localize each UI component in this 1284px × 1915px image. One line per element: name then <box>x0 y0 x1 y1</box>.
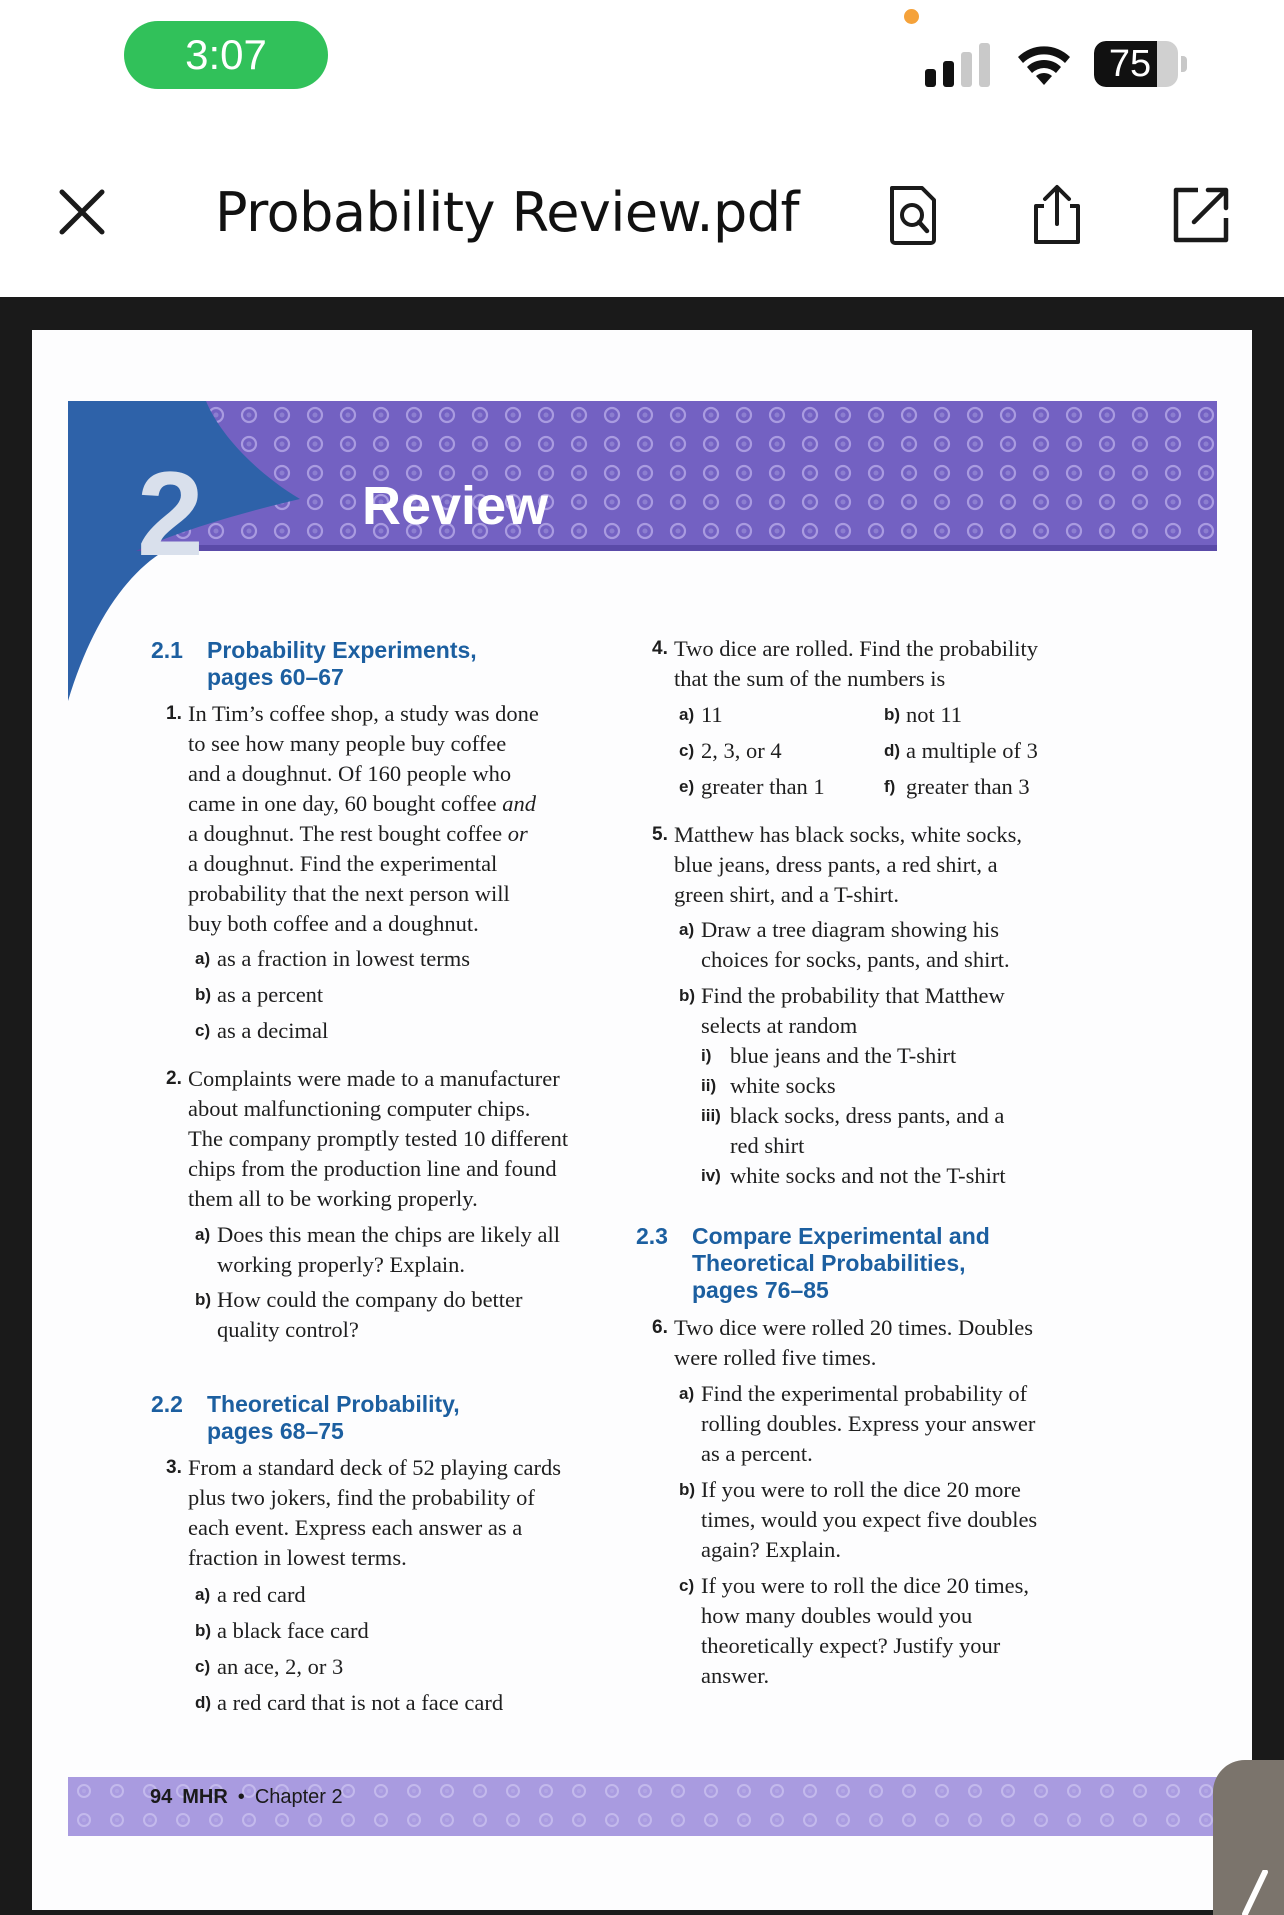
option-text: 2, 3, or 4 <box>701 738 782 763</box>
option-text-line: rolling doubles. Express your answer <box>701 1411 1036 1436</box>
option-label: a) <box>679 705 695 724</box>
option-text-line: If you were to roll the dice 20 more <box>701 1477 1021 1502</box>
question-text-line: plus two jokers, find the probability of <box>188 1485 535 1510</box>
question-text-line: to see how many people buy coffee <box>188 731 507 756</box>
option-4f <box>884 772 1084 802</box>
section-title-line: Probability Experiments, <box>207 637 477 663</box>
option-text: a multiple of 3 <box>906 738 1038 763</box>
question-text-line: them all to be working properly. <box>188 1186 478 1211</box>
footer-separator: • <box>237 1786 245 1808</box>
option-3b <box>195 1616 595 1646</box>
section-number: 2.1 <box>151 637 183 663</box>
option-6c <box>679 1571 1099 1691</box>
emphasis-and: and <box>502 791 537 816</box>
option-text-line: working properly? Explain. <box>217 1252 466 1277</box>
option-4b <box>884 700 1084 730</box>
option-label: iv) <box>701 1166 721 1185</box>
question-number: 6. <box>652 1317 668 1338</box>
option-text-line: Find the experimental probability of <box>701 1381 1028 1406</box>
option-text: greater than 3 <box>906 774 1030 799</box>
question-text-line: and a doughnut. Of 160 people who <box>188 761 512 786</box>
section-pages-line: pages 76–85 <box>692 1277 829 1303</box>
option-label: e) <box>679 777 695 796</box>
option-label: c) <box>679 1576 695 1595</box>
chapter-number: 2 <box>137 447 204 581</box>
question-text-line <box>188 789 536 819</box>
document-title: Probability Review.pdf <box>215 181 800 244</box>
question-text-line: The company promptly tested 10 different <box>188 1126 569 1151</box>
option-5b-iv <box>701 1161 1101 1191</box>
section-pages-line: pages 60–67 <box>207 664 344 690</box>
option-text: not 11 <box>906 702 963 727</box>
question-text-line <box>188 819 528 849</box>
chapter-banner <box>68 401 1217 551</box>
option-label: a) <box>195 1225 211 1244</box>
option-label: d) <box>884 741 901 760</box>
battery-cap <box>1181 56 1187 72</box>
section-title-line: Theoretical Probability, <box>207 1391 460 1417</box>
option-4e <box>679 772 869 802</box>
share-button[interactable] <box>1026 184 1088 246</box>
option-text-line: times, would you expect five doubles <box>701 1507 1038 1532</box>
banner-title: Review <box>362 476 549 536</box>
option-text: a black face card <box>217 1618 369 1643</box>
option-text: as a fraction in lowest terms <box>217 946 471 971</box>
cellular-signal-icon <box>925 43 993 87</box>
option-text-line: If you were to roll the dice 20 times, <box>701 1573 1030 1598</box>
question-text-line: buy both coffee and a doughnut. <box>188 911 479 936</box>
option-6a <box>679 1379 1099 1469</box>
option-label: c) <box>195 1657 211 1676</box>
question-text-span: a doughnut. The rest bought coffee <box>188 821 503 846</box>
wifi-icon <box>1017 43 1071 87</box>
section-2-1-heading <box>151 637 571 693</box>
search-document-button[interactable] <box>882 184 944 246</box>
open-external-button[interactable] <box>1170 184 1232 246</box>
option-label: ii) <box>701 1076 717 1095</box>
option-text: as a decimal <box>217 1018 329 1043</box>
option-3a <box>195 1580 595 1610</box>
option-4a <box>679 700 869 730</box>
section-title-line: Compare Experimental and <box>692 1223 990 1249</box>
section-number: 2.3 <box>636 1223 668 1249</box>
question-text-line: blue jeans, dress pants, a red shirt, a <box>674 852 998 877</box>
option-label: b) <box>195 1290 212 1309</box>
option-text-line: Find the probability that Matthew <box>701 983 1005 1008</box>
option-label: b) <box>195 985 212 1004</box>
section-2-2-heading <box>151 1391 571 1447</box>
option-2a <box>195 1220 605 1280</box>
question-5 <box>652 820 1092 910</box>
option-label: i) <box>701 1046 712 1065</box>
question-text-line: In Tim’s coffee shop, a study was done <box>188 701 539 726</box>
option-text: as a percent <box>217 982 324 1007</box>
question-3 <box>166 1453 606 1573</box>
option-text-line: again? Explain. <box>701 1537 841 1562</box>
option-label: b) <box>679 986 696 1005</box>
question-text-span: came in one day, 60 bought coffee <box>188 791 497 816</box>
option-text-line: Draw a tree diagram showing his <box>701 917 1000 942</box>
option-label: b) <box>679 1480 696 1499</box>
option-label: c) <box>195 1021 211 1040</box>
question-text-line: probability that the next person will <box>188 881 510 906</box>
question-number: 1. <box>166 703 182 724</box>
option-text-line: answer. <box>701 1663 770 1688</box>
option-5a <box>679 915 1099 975</box>
option-text-line: choices for socks, pants, and shirt. <box>701 947 1010 972</box>
battery-indicator <box>1094 41 1178 87</box>
section-pages-line: pages 68–75 <box>207 1418 344 1444</box>
option-text-line: red shirt <box>730 1133 805 1158</box>
status-time: 3:07 <box>124 21 328 89</box>
question-6 <box>652 1313 1092 1373</box>
option-text: an ace, 2, or 3 <box>217 1654 344 1679</box>
option-label: a) <box>195 949 211 968</box>
question-number: 4. <box>652 638 668 659</box>
question-text-line: From a standard deck of 52 playing cards <box>188 1455 562 1480</box>
pen-icon <box>1235 1870 1275 1915</box>
option-text-line: How could the company do better <box>217 1287 523 1312</box>
question-4 <box>652 634 1092 694</box>
option-text: white socks <box>730 1073 836 1098</box>
privacy-indicator-dot <box>904 9 919 24</box>
question-text-line: a doughnut. Find the experimental <box>188 851 498 876</box>
footer-chapter: Chapter 2 <box>254 1786 343 1808</box>
question-number: 5. <box>652 824 668 845</box>
question-1 <box>166 699 606 939</box>
question-2 <box>166 1064 606 1214</box>
option-text: 11 <box>701 702 723 727</box>
option-label: d) <box>195 1693 212 1712</box>
question-text-line: about malfunctioning computer chips. <box>188 1096 531 1121</box>
option-label: b) <box>884 705 901 724</box>
page-footer <box>150 1782 343 1812</box>
option-label: iii) <box>701 1106 721 1125</box>
option-3d <box>195 1688 595 1718</box>
option-label: f) <box>884 777 896 796</box>
close-button[interactable] <box>56 186 108 238</box>
option-3c <box>195 1652 595 1682</box>
option-text-line: theoretically expect? Justify your <box>701 1633 1001 1658</box>
option-label: a) <box>679 1384 695 1403</box>
option-text-line: black socks, dress pants, and a <box>730 1103 1005 1128</box>
option-1b <box>195 980 595 1010</box>
option-text-line: Does this mean the chips are likely all <box>217 1222 561 1247</box>
option-4d <box>884 736 1084 766</box>
option-text: blue jeans and the T-shirt <box>730 1043 957 1068</box>
question-text-line: green shirt, and a T-shirt. <box>674 882 899 907</box>
option-label: c) <box>679 741 695 760</box>
option-text: a red card that is not a face card <box>217 1690 504 1715</box>
option-text: white socks and not the T-shirt <box>730 1163 1006 1188</box>
option-label: a) <box>679 920 695 939</box>
emphasis-or: or <box>507 821 528 846</box>
option-text-line: quality control? <box>217 1317 359 1342</box>
option-4c <box>679 736 869 766</box>
section-2-3-heading <box>636 1223 1076 1305</box>
question-number: 3. <box>166 1457 182 1478</box>
option-label: b) <box>195 1621 212 1640</box>
option-1a <box>195 944 595 974</box>
option-5b-i <box>701 1041 1101 1071</box>
question-text-line: Matthew has black socks, white socks, <box>674 822 1023 847</box>
option-1c <box>195 1016 595 1046</box>
question-text-line: fraction in lowest terms. <box>188 1545 407 1570</box>
publisher: MHR <box>182 1786 228 1808</box>
option-label: a) <box>195 1585 211 1604</box>
option-text: greater than 1 <box>701 774 825 799</box>
option-5b-ii <box>701 1071 1101 1101</box>
question-text-line: that the sum of the numbers is <box>674 666 946 691</box>
option-2b <box>195 1285 605 1345</box>
option-5b <box>679 981 1099 1041</box>
question-number: 2. <box>166 1068 182 1089</box>
option-6b <box>679 1475 1099 1565</box>
option-text: a red card <box>217 1582 306 1607</box>
section-title-line: Theoretical Probabilities, <box>692 1250 966 1276</box>
page-number: 94 <box>150 1786 173 1808</box>
question-text-line: Two dice are rolled. Find the probability <box>674 636 1038 661</box>
option-5b-iii <box>701 1101 1101 1161</box>
battery-percent: 75 <box>1108 43 1152 85</box>
question-text-line: Two dice were rolled 20 times. Doubles <box>674 1315 1033 1340</box>
option-text-line: how many doubles would you <box>701 1603 973 1628</box>
question-text-line: were rolled five times. <box>674 1345 877 1370</box>
section-number: 2.2 <box>151 1391 183 1417</box>
option-text-line: selects at random <box>701 1013 858 1038</box>
markup-handle[interactable] <box>1213 1760 1284 1915</box>
question-text-line: each event. Express each answer as a <box>188 1515 523 1540</box>
question-text-line: Complaints were made to a manufacturer <box>188 1066 560 1091</box>
option-text-line: as a percent. <box>701 1441 813 1466</box>
question-text-line: chips from the production line and found <box>188 1156 557 1181</box>
